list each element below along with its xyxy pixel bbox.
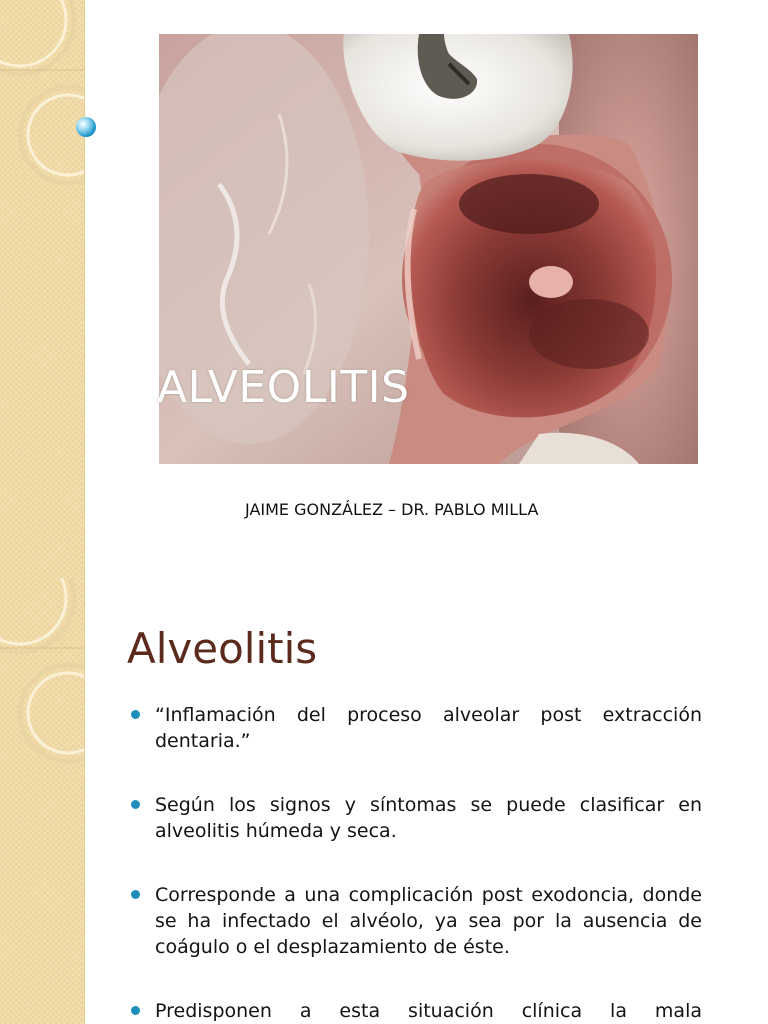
decorative-rings-icon xyxy=(0,578,84,1024)
bullet-icon xyxy=(131,1006,140,1015)
bullet-icon xyxy=(131,890,140,899)
decorative-side-strip xyxy=(0,578,85,1024)
bullet-icon xyxy=(131,710,140,719)
bullet-text: “Inflamación del proceso alveolar post extracción dentaria.” xyxy=(155,704,702,752)
list-item xyxy=(130,702,702,754)
decorative-rings-icon xyxy=(0,0,84,578)
content-title: Alveolitis xyxy=(127,624,318,673)
bullet-text: Predisponen a esta situación clínica la mala xyxy=(155,1000,702,1022)
list-item xyxy=(130,998,702,1024)
bullet-icon xyxy=(131,800,140,809)
list-item xyxy=(130,792,702,844)
bullet-list xyxy=(130,702,702,1024)
globe-bead-icon xyxy=(76,117,96,137)
decorative-side-strip xyxy=(0,0,85,578)
content-slide xyxy=(0,578,768,1024)
authors-subtitle: JAIME GONZÁLEZ – DR. PABLO MILLA xyxy=(245,500,539,519)
bullet-text: Corresponde a una complicación post exodoncia, donde se ha infectado el alvéolo, ya sea por la ausencia de coágulo o el desplazamiento de éste. xyxy=(155,884,702,958)
bullet-text: Según los signos y síntomas se puede clasificar en alveolitis húmeda y seca. xyxy=(155,794,702,842)
list-item xyxy=(130,882,702,960)
slide-title: ALVEOLITIS xyxy=(157,362,410,413)
